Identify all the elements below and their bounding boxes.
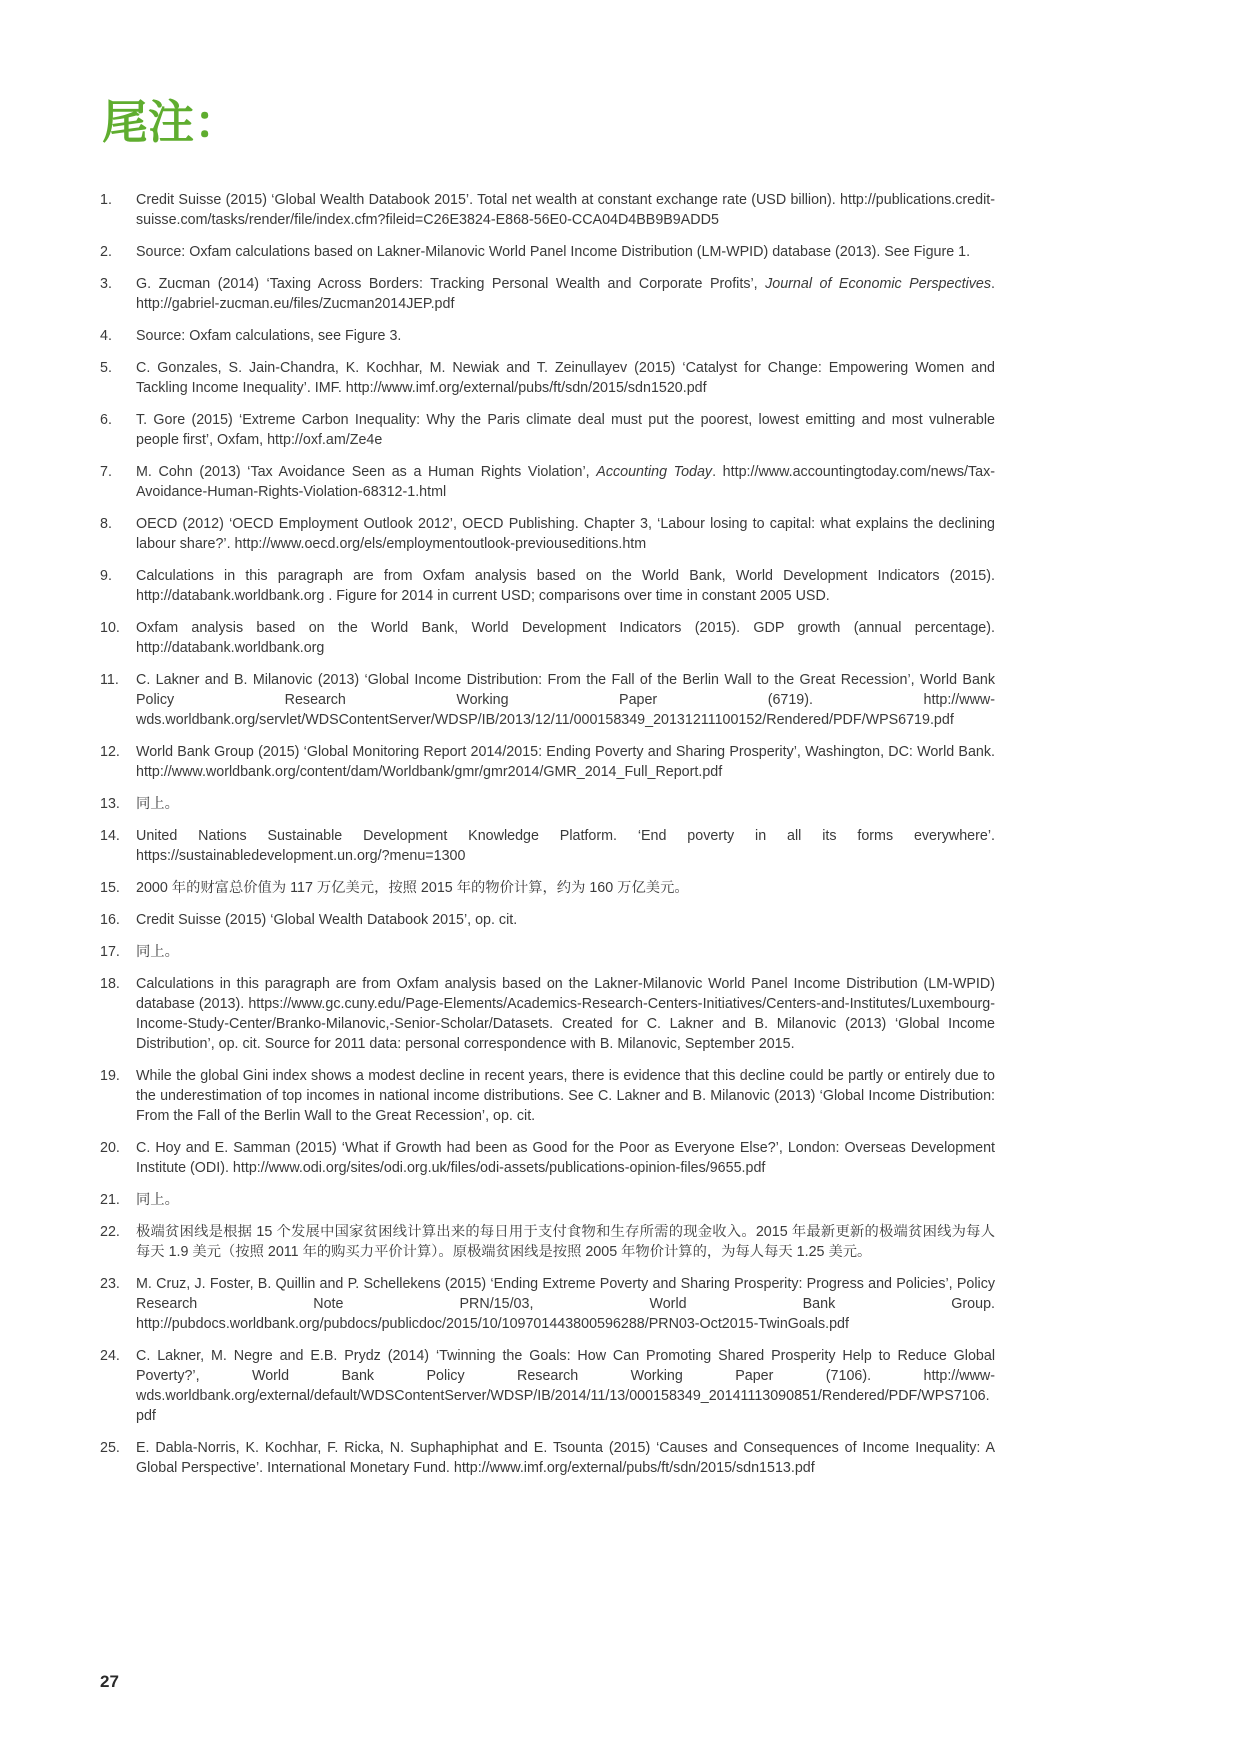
- endnote-text: [136, 326, 995, 346]
- endnote-text: [136, 618, 995, 658]
- endnote-item: [100, 878, 995, 898]
- endnote-text-segment: Credit Suisse (2015) ‘Global Wealth Databook 2015’, op. cit.: [136, 912, 518, 928]
- endnote-text: [136, 974, 995, 1054]
- endnote-number: 20.: [100, 1140, 120, 1156]
- endnotes-list: [100, 190, 995, 1490]
- endnote-text-segment: G. Zucman (2014) ‘Taxing Across Borders: Tracking Personal Wealth and Corporate Profits’,: [136, 276, 766, 292]
- endnote-item: [100, 618, 995, 658]
- endnote-number: 13.: [100, 796, 120, 812]
- endnote-text: [136, 942, 995, 962]
- endnote-text-segment: Calculations in this paragraph are from Oxfam analysis based on the World Bank, World Development Indicators (2015). http://databank.worldbank.org . Figure for 2014 in current USD; comparisons over time in constant 2005 USD.: [136, 568, 995, 604]
- endnote-number: 24.: [100, 1348, 120, 1364]
- endnote-text: [136, 1066, 995, 1126]
- endnote-text: [136, 274, 995, 314]
- endnote-item: [100, 462, 995, 502]
- endnote-text: [136, 1190, 995, 1210]
- endnote-number: 23.: [100, 1276, 120, 1292]
- endnote-item: [100, 742, 995, 782]
- endnote-text: [136, 462, 995, 502]
- endnote-number: 14.: [100, 828, 120, 844]
- endnote-text: [136, 1346, 995, 1426]
- endnote-text-segment: 极端贫困线是根据 15 个发展中国家贫困线计算出来的每日用于支付食物和生存所需的现金收入。2015 年最新更新的极端贫困线为每人每天 1.9 美元（按照 2011 年的购买力平价计算）。原极端贫困线是按照 2005 年物价计算的，为每人每天 1.25 美元。: [136, 1224, 995, 1260]
- endnote-number: 8.: [100, 516, 112, 532]
- endnote-italic-title: Accounting Today: [596, 464, 713, 480]
- endnote-item: [100, 826, 995, 866]
- endnote-item: [100, 794, 995, 814]
- endnote-number: 9.: [100, 568, 112, 584]
- endnote-number: 2.: [100, 244, 112, 260]
- endnote-text: [136, 358, 995, 398]
- endnote-text-segment: C. Lakner and B. Milanovic (2013) ‘Global Income Distribution: From the Fall of the Berlin Wall to the Great Recession’, World Bank Policy Research Working Paper (6719). http://www-wds.worldbank.org/servlet/WDSContentServer/WDSP/IB/2013/12/11/000158349_20131211100152/Rendered/PDF/WPS6719.pdf: [136, 672, 995, 728]
- endnote-number: 5.: [100, 360, 112, 376]
- endnote-item: [100, 1190, 995, 1210]
- endnote-item: [100, 242, 995, 262]
- endnote-text: [136, 1222, 995, 1262]
- endnote-text-segment: C. Hoy and E. Samman (2015) ‘What if Growth had been as Good for the Poor as Everyone Else?’, London: Overseas Development Institute (ODI). http://www.odi.org/sites/odi.org.uk/files/odi-assets/publications-opinion-files/9655.pdf: [136, 1140, 995, 1176]
- endnote-text: [136, 1438, 995, 1478]
- endnote-text: [136, 514, 995, 554]
- endnote-item: [100, 358, 995, 398]
- endnote-number: 7.: [100, 464, 112, 480]
- endnote-number: 12.: [100, 744, 120, 760]
- endnote-number: 3.: [100, 276, 112, 292]
- endnote-text-segment: 2000 年的财富总价值为 117 万亿美元，按照 2015 年的物价计算，约为 160 万亿美元。: [136, 880, 689, 896]
- endnote-text-segment: 同上。: [136, 796, 179, 812]
- endnote-text: [136, 1274, 995, 1334]
- endnote-italic-title: Journal of Economic Perspectives: [765, 276, 992, 292]
- endnote-text-segment: M. Cohn (2013) ‘Tax Avoidance Seen as a Human Rights Violation’,: [136, 464, 597, 480]
- endnote-item: [100, 910, 995, 930]
- endnote-number: 21.: [100, 1192, 120, 1208]
- endnote-text: [136, 742, 995, 782]
- endnote-text-segment: While the global Gini index shows a modest decline in recent years, there is evidence that this decline could be partly or entirely due to the underestimation of top incomes in national income distributions. See C. Lakner and B. Milanovic (2013) ‘Global Income Distribution: From the Fall of the Berlin Wall to the Great Recession’, op. cit.: [136, 1068, 995, 1124]
- endnote-text-segment: United Nations Sustainable Development Knowledge Platform. ‘End poverty in all its forms everywhere’. https://sustainabledevelopment.un.org/?menu=1300: [136, 828, 995, 864]
- endnote-text-segment: . http://gabriel-zucman.eu/files/Zucman2014JEP.pdf: [136, 276, 995, 312]
- endnote-text: [136, 566, 995, 606]
- endnote-number: 10.: [100, 620, 120, 636]
- endnote-text: [136, 670, 995, 730]
- page-title: 尾注：: [102, 95, 240, 149]
- endnote-number: 19.: [100, 1068, 120, 1084]
- endnote-item: [100, 1138, 995, 1178]
- endnote-number: 4.: [100, 328, 112, 344]
- endnote-text: [136, 410, 995, 450]
- endnote-item: [100, 326, 995, 346]
- endnote-text: [136, 190, 995, 230]
- endnote-text: [136, 794, 995, 814]
- endnote-text-segment: E. Dabla-Norris, K. Kochhar, F. Ricka, N. Suphaphiphat and E. Tsounta (2015) ‘Causes and Consequences of Income Inequality: A Global Perspective’. International Monetary Fund. http://www.imf.org/external/pubs/ft/sdn/2015/sdn1513.pdf: [136, 1440, 995, 1476]
- endnote-number: 22.: [100, 1224, 120, 1240]
- endnote-text: [136, 242, 995, 262]
- endnote-item: [100, 1066, 995, 1126]
- endnote-text-segment: . http://www.accountingtoday.com/news/Tax-Avoidance-Human-Rights-Violation-68312-1.html: [136, 464, 995, 500]
- endnote-number: 11.: [100, 672, 119, 688]
- endnote-text: [136, 910, 995, 930]
- endnote-item: [100, 566, 995, 606]
- endnote-text-segment: OECD (2012) ‘OECD Employment Outlook 2012’, OECD Publishing. Chapter 3, ‘Labour losing to capital: what explains the declining labour share?’. http://www.oecd.org/els/employmentoutlook-previouseditions.htm: [136, 516, 995, 552]
- endnote-text-segment: Source: Oxfam calculations based on Lakner-Milanovic World Panel Income Distribution (LM-WPID) database (2013). See Figure 1.: [136, 244, 971, 260]
- endnote-number: 16.: [100, 912, 120, 928]
- endnote-item: [100, 1274, 995, 1334]
- endnote-text-segment: Calculations in this paragraph are from Oxfam analysis based on the Lakner-Milanovic World Panel Income Distribution (LM-WPID) database (2013). https://www.gc.cuny.edu/Page-Elements/Academics-Research-Centers-Initiatives/Centers-and-Institutes/Luxembourg-Income-Study-Center/Branko-Milanovic,-Senior-Scholar/Datasets. Created for C. Lakner and B. Milanovic (2013) ‘Global Income Distribution’, op. cit. Source for 2011 data: personal correspondence with B. Milanovic, September 2015.: [136, 976, 995, 1052]
- endnote-text-segment: T. Gore (2015) ‘Extreme Carbon Inequality: Why the Paris climate deal must put the poorest, lowest emitting and most vulnerable people first’, Oxfam, http://oxf.am/Ze4e: [136, 412, 995, 448]
- endnote-item: [100, 1438, 995, 1478]
- endnote-text-segment: World Bank Group (2015) ‘Global Monitoring Report 2014/2015: Ending Poverty and Sharing Prosperity’, Washington, DC: World Bank. http://www.worldbank.org/content/dam/Worldbank/gmr/gmr2014/GMR_2014_Full_Report.pdf: [136, 744, 995, 780]
- endnote-item: [100, 190, 995, 230]
- endnote-text-segment: Oxfam analysis based on the World Bank, World Development Indicators (2015). GDP growth (annual percentage). http://databank.worldbank.org: [136, 620, 995, 656]
- endnote-number: 6.: [100, 412, 112, 428]
- endnote-number: 15.: [100, 880, 120, 896]
- endnote-number: 1.: [100, 192, 112, 208]
- endnote-item: [100, 974, 995, 1054]
- endnote-item: [100, 514, 995, 554]
- endnote-text: [136, 826, 995, 866]
- endnote-item: [100, 670, 995, 730]
- endnote-item: [100, 274, 995, 314]
- endnote-item: [100, 1346, 995, 1426]
- endnote-text-segment: M. Cruz, J. Foster, B. Quillin and P. Schellekens (2015) ‘Ending Extreme Poverty and Sharing Prosperity: Progress and Policies’, Policy Research Note PRN/15/03, World Bank Group. http://pubdocs.worldbank.org/pubdocs/publicdoc/2015/10/109701443800596288/PRN03-Oct2015-TwinGoals.pdf: [136, 1276, 995, 1332]
- endnote-text: [136, 878, 995, 898]
- endnote-text-segment: 同上。: [136, 1192, 179, 1208]
- endnote-text-segment: C. Lakner, M. Negre and E.B. Prydz (2014) ‘Twinning the Goals: How Can Promoting Shared Prosperity Help to Reduce Global Poverty?’, World Bank Policy Research Working Paper (7106). http://www-wds.worldbank.org/external/default/WDSContentServer/WDSP/IB/2014/11/13/000158349_20141113090851/Rendered/PDF/WPS7106.pdf: [136, 1348, 995, 1424]
- endnote-item: [100, 942, 995, 962]
- endnote-number: 18.: [100, 976, 120, 992]
- endnote-text-segment: 同上。: [136, 944, 179, 960]
- endnote-item: [100, 410, 995, 450]
- endnote-text-segment: Source: Oxfam calculations, see Figure 3.: [136, 328, 402, 344]
- endnote-number: 17.: [100, 944, 120, 960]
- endnote-number: 25.: [100, 1440, 120, 1456]
- page-number: 27: [100, 1672, 119, 1691]
- endnote-text-segment: C. Gonzales, S. Jain-Chandra, K. Kochhar, M. Newiak and T. Zeinullayev (2015) ‘Catalyst for Change: Empowering Women and Tackling Income Inequality’. IMF. http://www.imf.org/external/pubs/ft/sdn/2015/sdn1520.pdf: [136, 360, 995, 396]
- endnote-text-segment: Credit Suisse (2015) ‘Global Wealth Databook 2015’. Total net wealth at constant exchange rate (USD billion). http://publications.credit-suisse.com/tasks/render/file/index.cfm?fileid=C26E3824-E868-56E0-CCA04D4BB9B9ADD5: [136, 192, 995, 228]
- endnote-text: [136, 1138, 995, 1178]
- endnote-item: [100, 1222, 995, 1262]
